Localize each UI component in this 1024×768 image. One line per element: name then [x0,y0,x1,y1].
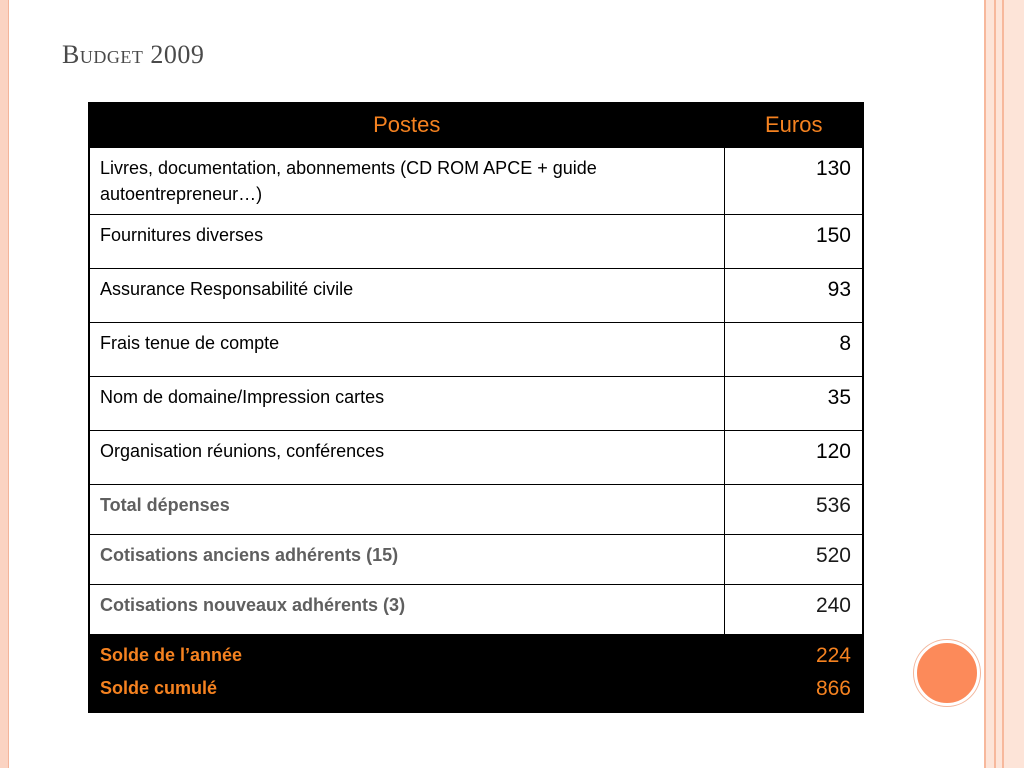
total-depenses-row [89,485,863,535]
solde-cumule-amount: 866 [815,677,851,700]
solde-cumule-label: Solde cumulé [100,678,218,698]
row-label: Livres, documentation, abonnements (CD ROM APCE + guide autoentrepreneur…) [89,147,725,215]
row-amount: 120 [725,431,864,485]
header-postes: Postes [89,103,725,147]
solde-row [89,635,863,713]
left-frame-border [0,0,9,768]
table-row [89,323,863,377]
row-label: Frais tenue de compte [89,323,725,377]
solde-annee-label: Solde de l’année [100,645,243,665]
decorative-orange-circle [914,640,980,706]
table-row [89,431,863,485]
row-label: Cotisations nouveaux adhérents (3) [89,585,725,635]
cotisations-anciens-row [89,535,863,585]
row-amount: 35 [725,377,864,431]
row-amount: 536 [725,485,864,535]
table-row [89,377,863,431]
right-frame-border [980,0,1024,768]
table-row [89,215,863,269]
row-label: Fournitures diverses [89,215,725,269]
solde-labels [89,635,725,713]
header-euros: Euros [725,103,864,147]
row-amount: 93 [725,269,864,323]
budget-table [88,102,864,713]
row-amount: 8 [725,323,864,377]
row-label: Nom de domaine/Impression cartes [89,377,725,431]
table-header-row [89,103,863,147]
solde-annee-amount: 224 [815,644,851,667]
table-row [89,269,863,323]
row-label: Organisation réunions, conférences [89,431,725,485]
row-label: Assurance Responsabilité civile [89,269,725,323]
row-label: Total dépenses [89,485,725,535]
row-label: Cotisations anciens adhérents (15) [89,535,725,585]
row-amount: 150 [725,215,864,269]
slide-title: Budget 2009 [62,40,205,69]
row-amount: 520 [725,535,864,585]
row-amount: 130 [725,147,864,215]
row-amount: 240 [725,585,864,635]
table-row [89,147,863,215]
cotisations-nouveaux-row [89,585,863,635]
solde-amounts [725,635,864,713]
